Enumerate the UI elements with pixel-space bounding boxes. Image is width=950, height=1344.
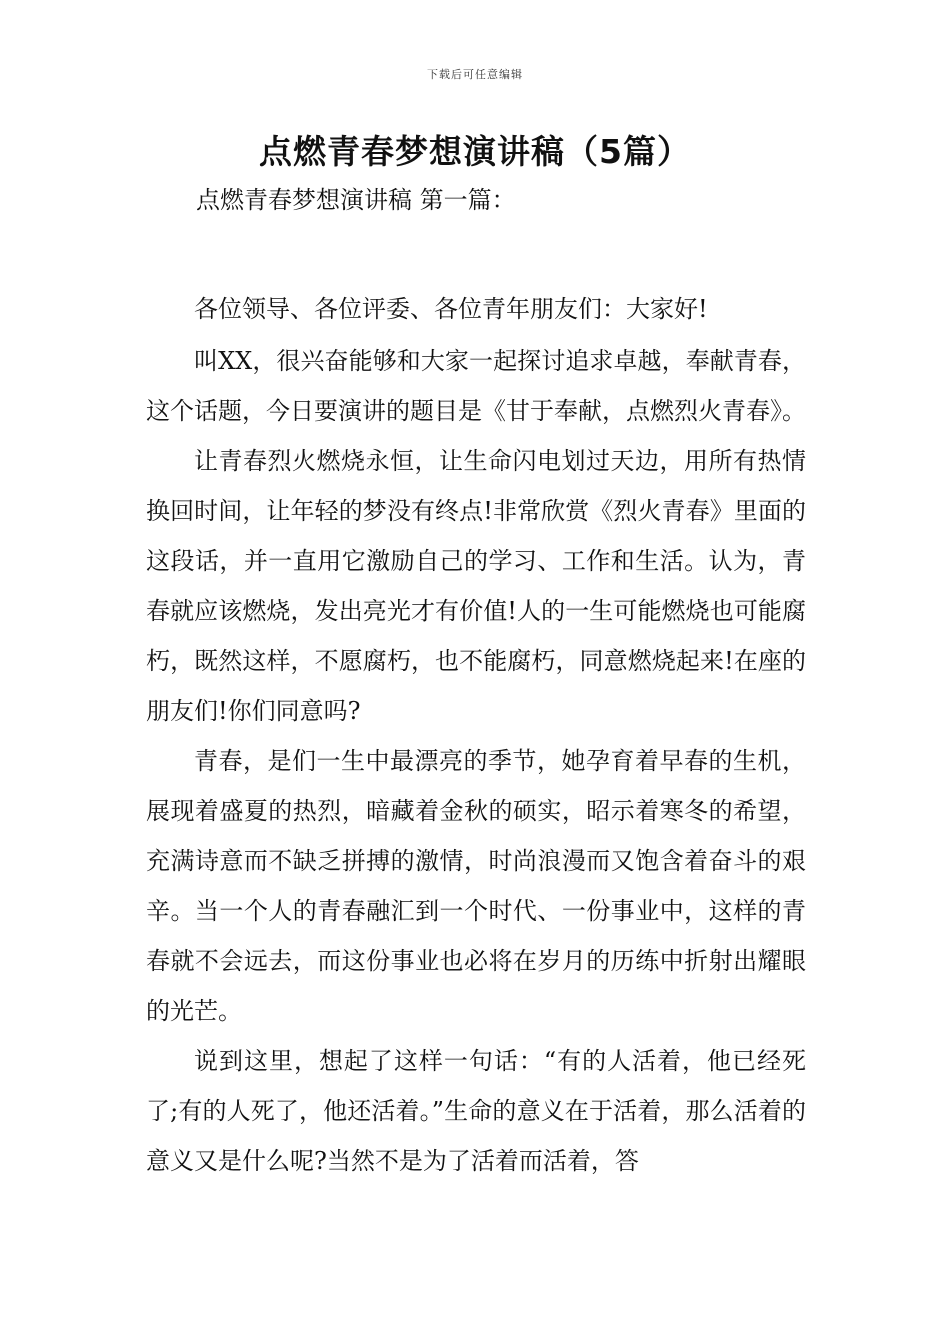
paragraph: 让青春烈火燃烧永恒，让生命闪电划过天边，用所有热情换回时间，让年轻的梦没有终点!非常欣赏《烈火青春》里面的这段话，并一直用它激励自己的学习、工作和生活。认为，青春就应该燃烧，发出亮光才有价值!人的一生可能燃烧也可能腐朽，既然这样，不愿腐朽，也不能腐朽，同意燃烧起来!在座的朋友们!你们同意吗? <box>146 447 806 725</box>
document-subtitle: 点燃青春梦想演讲稿 第一篇： <box>196 186 516 214</box>
paragraph: 叫XX，很兴奋能够和大家一起探讨追求卓越，奉献青春，这个话题，今日要演讲的题目是《甘于奉献，点燃烈火青春》。 <box>146 347 806 425</box>
document-body <box>146 284 806 1186</box>
paragraph-salutation: 各位领导、各位评委、各位青年朋友们：大家好! <box>194 295 708 323</box>
document-title: 点燃青春梦想演讲稿（5篇） <box>259 132 691 171</box>
header-note: 下载后可任意编辑 <box>427 68 523 81</box>
paragraph: 说到这里，想起了这样一句话：“有的人活着，他已经死了;有的人死了，他还活着。”生命的意义在于活着，那么活着的意义又是什么呢?当然不是为了活着而活着，答 <box>146 1047 806 1175</box>
paragraph: 青春，是们一生中最漂亮的季节，她孕育着早春的生机，展现着盛夏的热烈，暗藏着金秋的硕实，昭示着寒冬的希望，充满诗意而不缺乏拼搏的激情，时尚浪漫而又饱含着奋斗的艰辛。当一个人的青春融汇到一个时代、一份事业中，这样的青春就不会远去，而这份事业也必将在岁月的历练中折射出耀眼的光芒。 <box>146 747 806 1025</box>
